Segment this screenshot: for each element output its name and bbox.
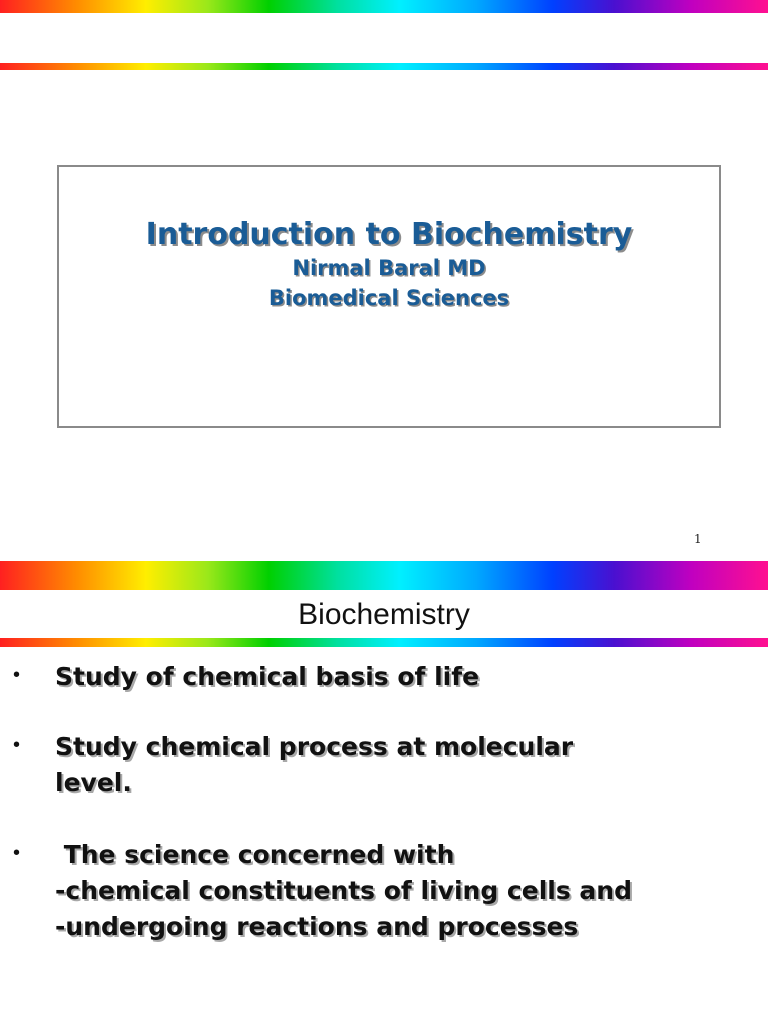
bullet-item-1 bbox=[55, 659, 755, 695]
bullet-icon: • bbox=[13, 664, 21, 686]
slide1-author: Nirmal Baral MD bbox=[292, 256, 486, 280]
bullet-line: Study chemical process at molecular bbox=[55, 732, 574, 761]
slide2-title: Biochemistry bbox=[298, 598, 470, 631]
slide1-department: Biomedical Sciences bbox=[268, 286, 510, 310]
bullet-icon: • bbox=[13, 734, 21, 756]
slide1-title: Introduction to Biochemistry bbox=[145, 217, 633, 252]
bullet-item-2 bbox=[55, 729, 755, 801]
page-number: 1 bbox=[694, 532, 702, 546]
rainbow-bar-slide2 bbox=[0, 561, 768, 590]
rainbow-divider-2 bbox=[0, 638, 768, 647]
bullet-line: -undergoing reactions and processes bbox=[55, 912, 579, 941]
bullet-line: Study of chemical basis of life bbox=[55, 662, 480, 691]
title-box bbox=[57, 165, 721, 428]
bullet-line: -chemical constituents of living cells and bbox=[55, 876, 632, 905]
rainbow-divider-1 bbox=[0, 63, 768, 70]
rainbow-bar-top bbox=[0, 0, 768, 13]
bullet-item-3 bbox=[55, 837, 755, 945]
bullet-icon: • bbox=[13, 842, 21, 864]
bullet-line: level. bbox=[55, 768, 132, 797]
bullet-line: The science concerned with bbox=[55, 840, 455, 869]
